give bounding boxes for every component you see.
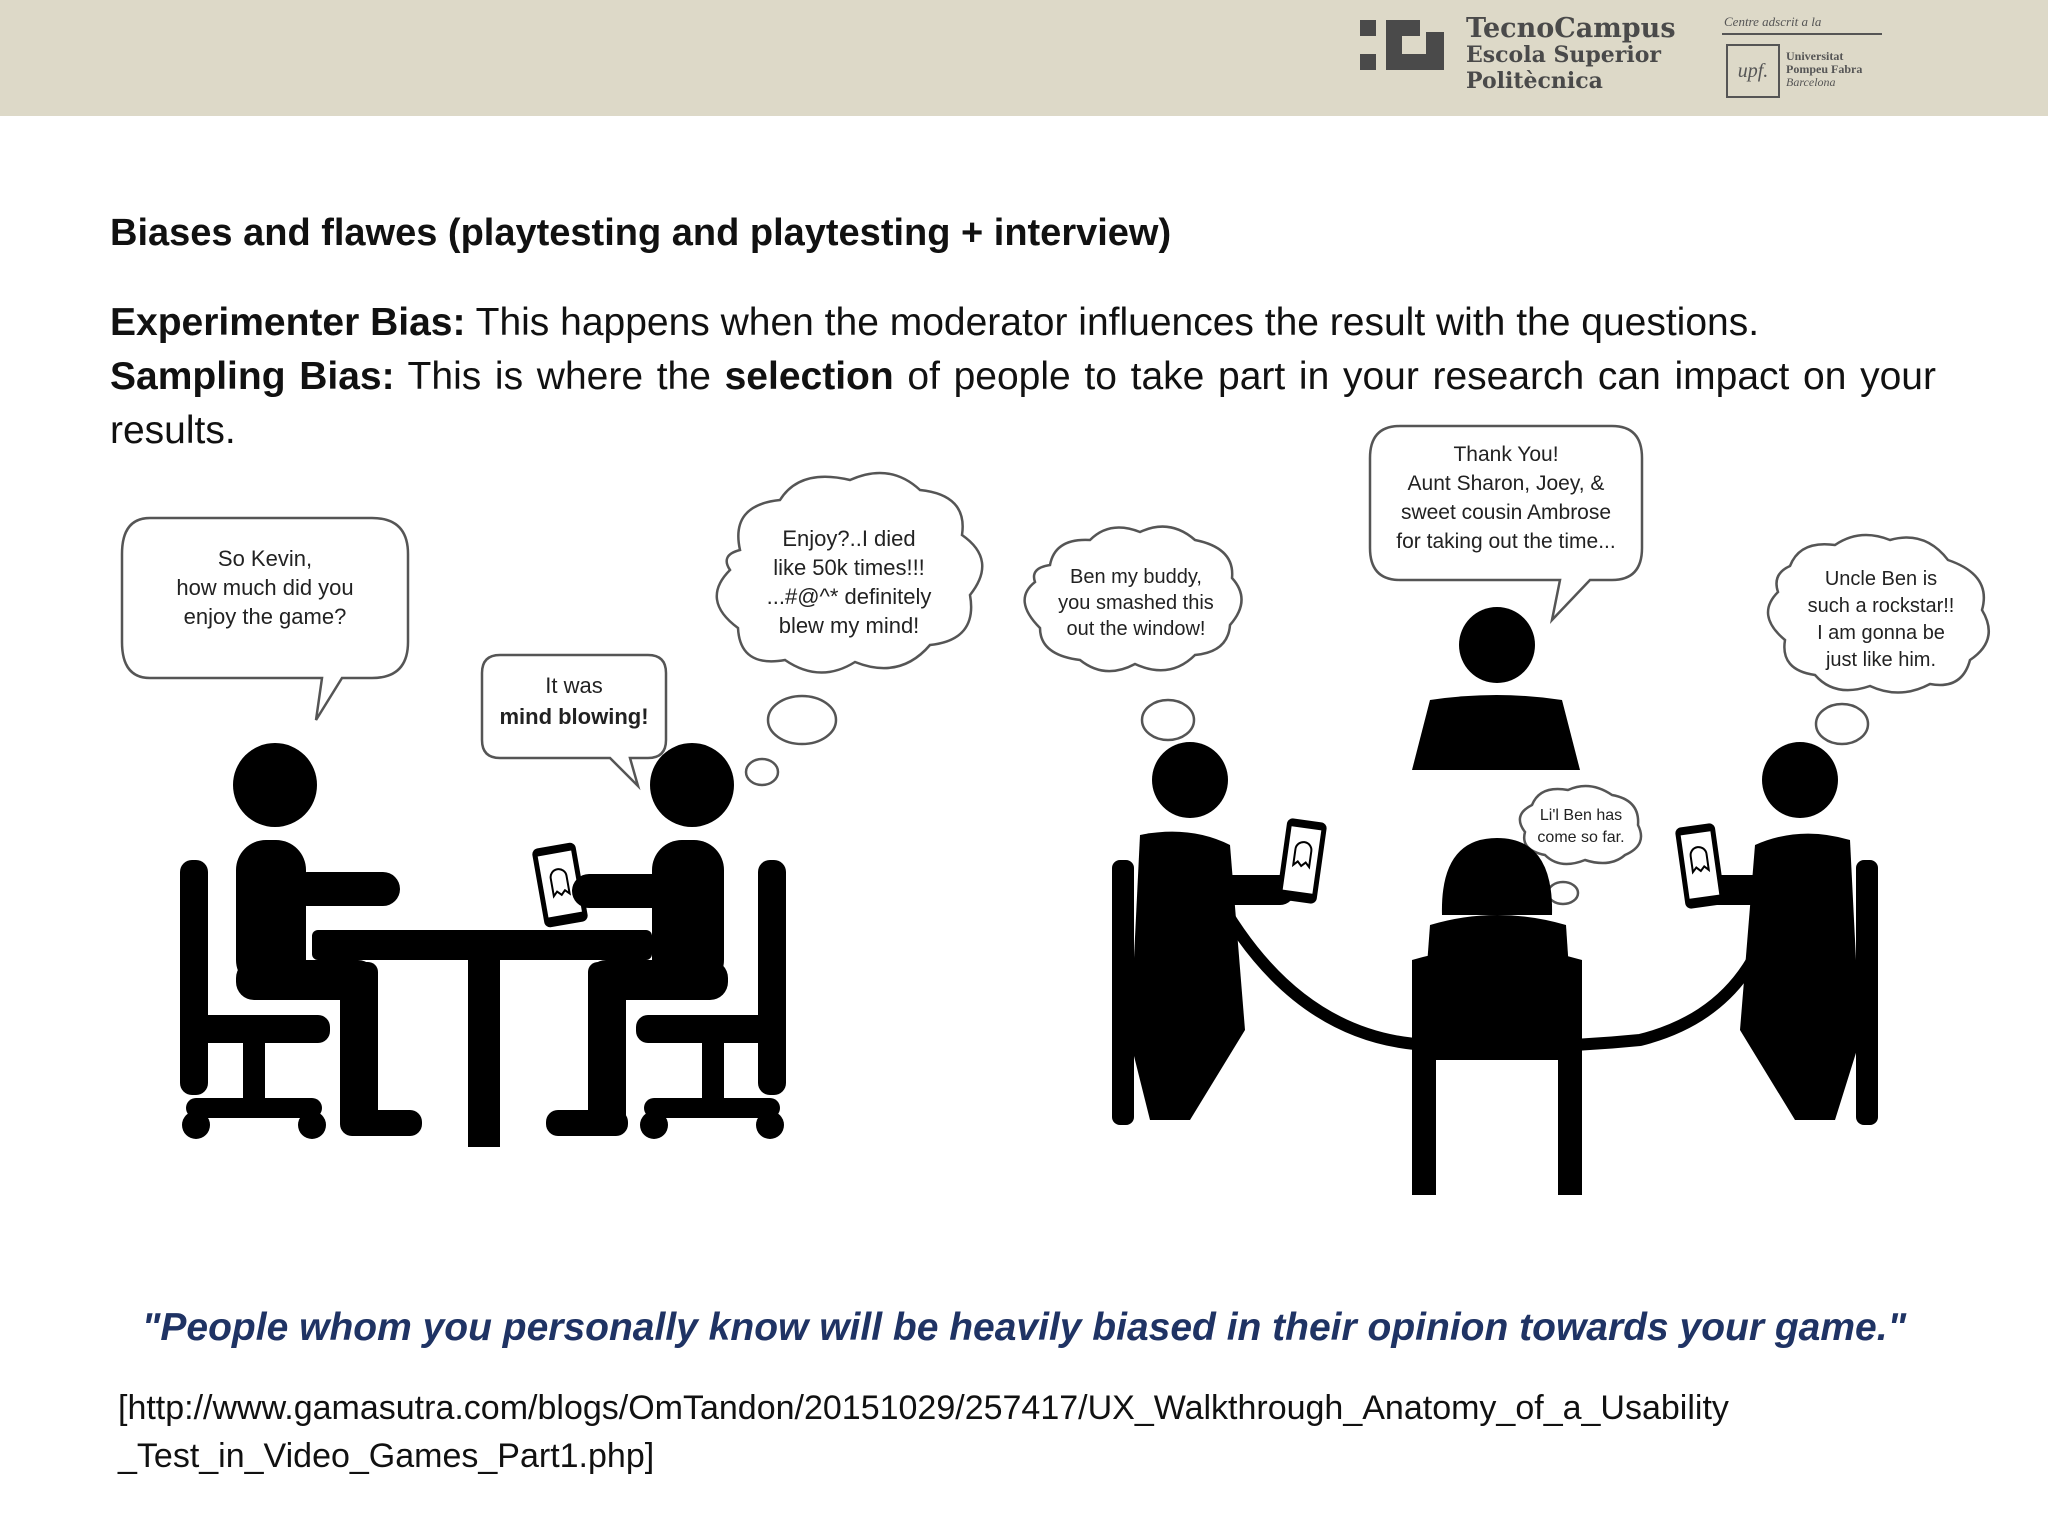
tablet-icon: [1276, 818, 1327, 905]
thought-line: you smashed this: [1058, 592, 1214, 614]
back-person-head: [1459, 607, 1535, 683]
highlight-quote: "People whom you personally know will be heavily biased in their opinion towards your game.": [141, 1306, 1907, 1349]
tc-line3: Politècnica: [1466, 68, 1603, 94]
tablet-icon: [1675, 823, 1726, 910]
thought-dot: [768, 696, 836, 744]
bubble-line: It was: [545, 673, 603, 698]
thought-line: Enjoy?..I died: [782, 526, 916, 551]
bubble-line: Thank You!: [1453, 443, 1559, 466]
thought-dot: [1142, 700, 1194, 740]
upf-affiliation: Centre adscrit a la: [1724, 14, 1822, 29]
reference-link[interactable]: [118, 1384, 1729, 1480]
bubble-line: Aunt Sharon, Joey, &: [1407, 472, 1605, 495]
sampling-bias-text-after: of people to take part in your research can impact on your results.: [110, 355, 1936, 452]
bubble-line: how much did you: [176, 575, 354, 600]
thought-line: I am gonna be: [1817, 622, 1945, 644]
player-chair-seat: [636, 1015, 786, 1043]
experimenter-bias-text: This happens when the moderator influences the result with the questions.: [465, 301, 1760, 344]
back-person-body: [1412, 695, 1580, 770]
bubble-line: enjoy the game?: [183, 604, 347, 629]
child-thought-text: [1515, 805, 1647, 849]
tc-line1: TecnoCampus: [1466, 13, 1676, 44]
left-scene-figures: [180, 743, 786, 1147]
thought-line: Uncle Ben is: [1824, 568, 1938, 590]
slide-title: Biases and flawes (playtesting and playtesting + interview): [110, 212, 1172, 254]
player-head: [650, 743, 734, 827]
upf-line1: Universitat: [1786, 49, 1844, 63]
moderator-chair-seat: [180, 1015, 330, 1043]
thought-line: come so far.: [1537, 829, 1625, 846]
player-chair-back: [758, 860, 786, 1095]
upf-logo-mark: upf.: [1726, 44, 1780, 98]
thought-dot: [746, 759, 778, 785]
thought-line: like 50k times!!!: [773, 555, 925, 580]
upf-line3: Barcelona: [1786, 75, 1836, 89]
thought-line: out the window!: [1066, 618, 1206, 640]
player-arm: [572, 874, 682, 908]
moderator-foot: [340, 1110, 422, 1136]
table-leg: [468, 955, 500, 1147]
thought-dot: [1548, 882, 1578, 904]
right-chair-back: [1856, 860, 1878, 1125]
right-scene-figures: [1112, 607, 1878, 1195]
moderator-speech-text: [122, 544, 408, 631]
experimenter-bias-label: Experimenter Bias:: [110, 301, 466, 344]
moderator-chair-back: [180, 860, 208, 1095]
reference-line2: _Test_in_Video_Games_Part1.php]: [118, 1437, 655, 1475]
moderator-shin: [340, 962, 378, 1132]
thought-line: ...#@^* definitely: [766, 584, 932, 609]
upf-line2: Pompeu Fabra: [1786, 62, 1863, 76]
bubble-line-bold: mind blowing!: [499, 704, 649, 729]
sampling-bias-text-before: This is where the: [394, 355, 725, 398]
right-member-head: [1762, 742, 1838, 818]
sampling-bias-label: Sampling Bias:: [110, 355, 395, 398]
player-speech-text: [482, 670, 666, 732]
left-family-thought-text: [1030, 564, 1242, 642]
thought-line: just like him.: [1825, 649, 1937, 671]
top-player-speech-text: [1370, 440, 1642, 556]
sampling-bias-emphasis: selection: [724, 355, 894, 398]
bubble-line: for taking out the time...: [1396, 530, 1616, 553]
player-thought-text: [722, 524, 976, 640]
left-member-body: [1130, 832, 1245, 1120]
thought-line: blew my mind!: [778, 613, 920, 638]
bubble-line: sweet cousin Ambrose: [1400, 501, 1612, 524]
left-chair-back: [1112, 860, 1134, 1125]
thought-line: Li'l Ben has: [1539, 807, 1623, 824]
thought-line: Ben my buddy,: [1070, 566, 1202, 588]
player-shin: [588, 962, 626, 1132]
front-chair: [1412, 948, 1582, 1196]
thought-line: such a rockstar!!: [1807, 595, 1955, 617]
thought-dot: [1816, 704, 1868, 744]
right-family-thought-text: [1770, 566, 1992, 674]
reference-line1: [http://www.gamasutra.com/blogs/OmTandon/20151029/257417/UX_Walkthrough_Anatomy_of_a_Usability: [118, 1389, 1729, 1427]
player-chair-base: [644, 1098, 780, 1118]
tc-line2: Escola Superior: [1466, 42, 1661, 68]
moderator-head: [233, 743, 317, 827]
left-member-head: [1152, 742, 1228, 818]
moderator-arm: [290, 872, 400, 906]
player-foot: [546, 1110, 628, 1136]
bubble-line: So Kevin,: [217, 546, 313, 571]
moderator-chair-base: [186, 1098, 322, 1118]
